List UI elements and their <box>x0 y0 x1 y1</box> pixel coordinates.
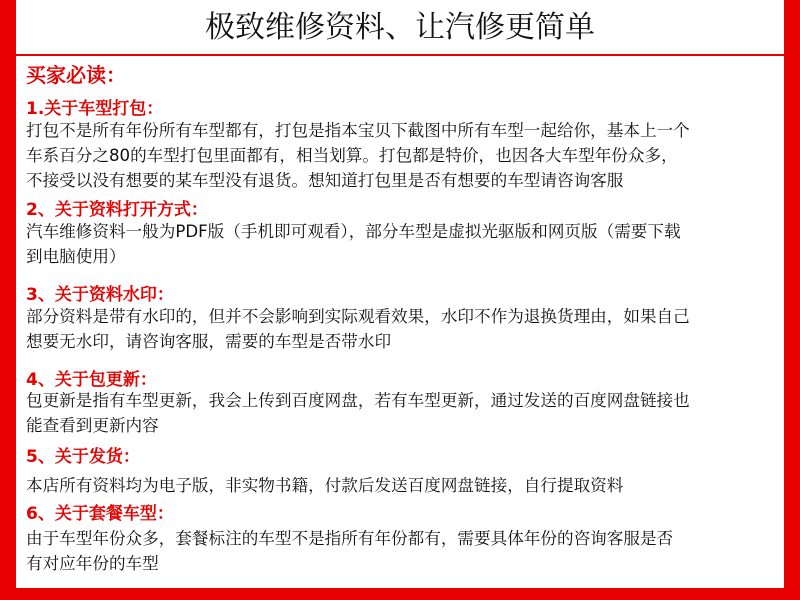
section-body-open-method <box>26 219 782 269</box>
section-line: 能查看到更新内容 <box>26 416 159 435</box>
section-line: 有对应年份的车型 <box>26 554 159 573</box>
title-divider <box>16 54 784 56</box>
section-line: 由于车型年份众多，套餐标注的车型不是指所有年份都有，需要具体年份的咨询客服是否 <box>26 529 674 548</box>
section-line: 包更新是指有车型更新，我会上传到百度网盘，若有车型更新，通过发送的百度网盘链接也 <box>26 391 690 410</box>
section-body-packaging <box>26 118 782 193</box>
section-line: 汽车维修资料一般为PDF版（手机即可观看），部分车型是虚拟光驱版和网页版（需要下载 <box>26 222 681 241</box>
section-heading-package-models: 6、关于套餐车型： <box>26 504 174 524</box>
section-heading-packaging: 1.关于车型打包： <box>26 99 164 119</box>
section-body-update <box>26 388 782 438</box>
section-line: 到电脑使用） <box>26 247 126 266</box>
section-heading-shipping: 5、关于发货： <box>26 447 140 467</box>
section-heading-watermark: 3、关于资料水印： <box>26 285 174 305</box>
section-heading-update: 4、关于包更新： <box>26 370 157 390</box>
section-line: 打包不是所有年份所有车型都有，打包是指本宝贝下截图中所有车型一起给你，基本上一个 <box>26 121 690 140</box>
notice-heading: 买家必读： <box>26 63 126 87</box>
section-body-shipping <box>26 473 782 498</box>
section-body-package-models <box>26 526 782 576</box>
section-line: 不接受以没有想要的某车型没有退货。想知道打包里是否有想要的车型请咨询客服 <box>26 171 624 190</box>
section-heading-open-method: 2、关于资料打开方式： <box>26 200 208 220</box>
section-line: 想要无水印，请咨询客服，需要的车型是否带水印 <box>26 332 392 351</box>
section-line: 本店所有资料均为电子版，非实物书籍，付款后发送百度网盘链接，自行提取资料 <box>26 476 624 495</box>
section-line: 部分资料是带有水印的，但并不会影响到实际观看效果，水印不作为退换货理由，如果自己 <box>26 307 690 326</box>
page-title: 极致维修资料、让汽修更简单 <box>205 10 595 45</box>
section-body-watermark <box>26 304 782 354</box>
section-line: 车系百分之80的车型打包里面都有，相当划算。打包都是特价，也因各大车型年份众多， <box>26 146 678 165</box>
